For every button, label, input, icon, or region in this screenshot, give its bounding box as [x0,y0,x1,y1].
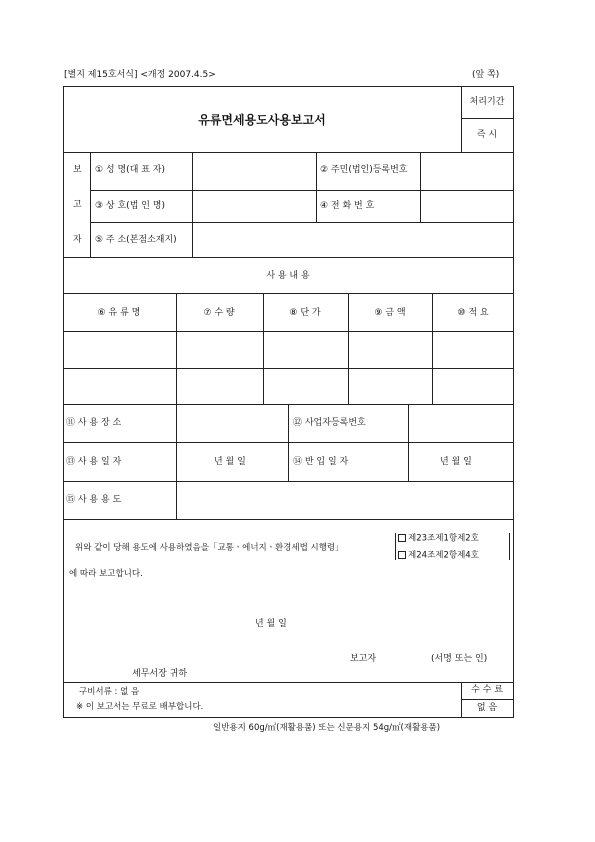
usage-cell[interactable] [264,332,347,367]
usage-section-label: 사 용 내 용 [266,271,310,281]
registration-number-label: ② 주민(법인)등록번호 [320,165,408,175]
business-registration-label: ⑫ 사업자등록번호 [293,418,366,428]
return-date-label: ⑭ 반 입 일 자 [293,457,349,467]
usage-cell[interactable] [433,332,513,367]
processing-period-value: 즉 시 [476,130,498,140]
reporter-char-3: 자 [73,235,82,245]
option-2[interactable] [398,551,479,560]
usage-cell[interactable] [64,332,175,367]
option-2-label: 제24조제2항제4호 [408,550,479,561]
divider [288,404,289,481]
address-label: ⑤ 주 소(본점소재지) [95,235,177,245]
checkbox-icon[interactable] [398,534,406,542]
signature-hint[interactable]: (서명 또는 인) [431,654,488,664]
checkbox-icon[interactable] [398,551,406,559]
processing-period-label: 처리기간 [469,97,505,107]
usage-cell[interactable] [64,369,175,403]
place-label: ⑪ 사 용 장 소 [66,418,122,428]
divider [461,86,462,152]
divider [316,152,317,222]
usage-cell[interactable] [433,369,513,403]
usage-cell[interactable] [177,369,262,403]
fee-value: 없 음 [476,703,498,713]
divider [63,293,514,294]
page-side: (앞 쪽) [472,70,500,80]
name-field[interactable] [193,153,315,189]
divider [63,257,514,258]
return-date-value[interactable]: 년 월 일 [440,457,472,467]
col-oil-name: ⑥ 유 류 명 [97,308,141,318]
purpose-label: ⑮ 사 용 용 도 [66,495,122,505]
usage-date-value[interactable]: 년 월 일 [214,457,246,467]
divider [461,118,514,119]
business-registration-field[interactable] [409,405,513,441]
statement-line-2: 에 따라 보고합니다. [69,569,143,579]
paper-spec: 일반용지 60g/㎡(재활용품) 또는 신문용지 54g/㎡(재활용품) [213,723,441,733]
col-quantity: ⑦ 수 량 [203,308,235,318]
statement-line-1: 위와 같이 당해 용도에 사용하였음을「교통ㆍ에너지ㆍ환경세법 시행령」 [75,543,344,553]
usage-cell[interactable] [177,332,262,367]
trade-name-field[interactable] [193,191,315,221]
trade-name-label: ③ 상 호(법 인 명) [95,201,166,211]
divider [63,519,514,520]
form-title: 유류면세용도사용보고서 [198,113,326,127]
reporter-char-2: 고 [73,200,82,210]
fee-label: 수 수 료 [471,685,503,695]
divider [90,152,91,257]
address-field[interactable] [193,223,513,256]
name-label: ① 성 명(대 표 자) [95,165,166,175]
option-1-label: 제23조제1항제2호 [408,533,479,544]
addressee: 세무서장 귀하 [132,669,188,679]
usage-cell[interactable] [264,369,347,403]
phone-label: ④ 전 화 번 호 [320,201,375,211]
form-number: [별지 제15호서식] <개정 2007.4.5> [64,70,216,80]
reporter-label: 보고자 [350,654,377,664]
usage-cell[interactable] [349,332,431,367]
divider [461,682,462,718]
place-field[interactable] [177,405,287,441]
purpose-field[interactable] [177,482,513,518]
required-documents: 구비서류 : 없 음 [79,687,140,697]
reporter-char-1: 보 [73,165,82,175]
col-amount: ⑨ 금 액 [374,308,406,318]
col-unit-price: ⑧ 단 가 [289,308,321,318]
option-1[interactable] [398,534,479,543]
usage-date-label: ⑬ 사 용 일 자 [66,457,122,467]
free-distribution-note: ※ 이 보고서는 무료로 배부합니다. [76,702,204,712]
report-date[interactable]: 년 월 일 [255,619,287,629]
divider [461,699,514,700]
registration-number-field[interactable] [421,153,513,189]
col-remarks: ⑩ 적 요 [457,308,489,318]
usage-cell[interactable] [349,369,431,403]
phone-field[interactable] [421,191,513,221]
divider [63,682,514,683]
